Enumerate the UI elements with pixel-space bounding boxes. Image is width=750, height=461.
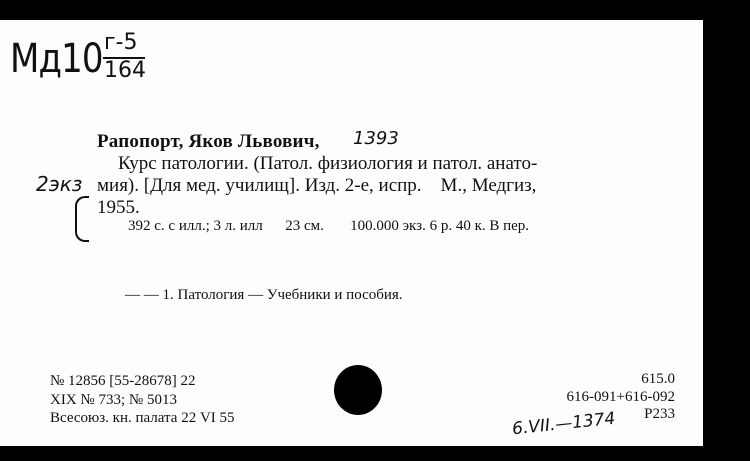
description-line-1: Курс патологии. (Патол. физиология и патол. анато- bbox=[118, 153, 538, 174]
classification-line-3: Р233 bbox=[644, 406, 675, 422]
registration-line-3: Всесоюз. кн. палата 22 VI 55 bbox=[50, 410, 235, 426]
registration-line-1: № 12856 [55-28678] 22 bbox=[50, 373, 196, 389]
shelfmark-main: Мд10 bbox=[10, 36, 103, 82]
description-line-3: 1955. bbox=[97, 197, 140, 218]
classification-line-2: 616-091+616-092 bbox=[566, 389, 675, 405]
subject-heading: — — 1. Патология — Учебники и пособия. bbox=[125, 287, 403, 303]
punch-hole bbox=[334, 365, 382, 415]
author-handwritten-note: 1393 bbox=[353, 128, 399, 149]
bottom-handwritten-note: 6.VII.—1374 bbox=[511, 408, 617, 440]
registration-line-2: XIX № 733; № 5013 bbox=[50, 392, 177, 408]
collation-line: 392 с. с илл.; 3 л. илл 23 см. 100.000 экз. 6 р. 40 к. В пер. bbox=[128, 218, 530, 234]
description-line-2: мия). [Для мед. училищ]. Изд. 2-е, испр. М., Медгиз, bbox=[97, 175, 537, 196]
catalog-card bbox=[0, 20, 703, 446]
scan-border bbox=[703, 0, 750, 461]
shelfmark-top: г-5 bbox=[104, 30, 138, 55]
margin-handwritten-note: 2экз bbox=[36, 172, 83, 196]
author-heading: Рапопорт, Яков Львович, bbox=[97, 131, 320, 152]
classification-line-1: 615.0 bbox=[641, 371, 675, 387]
shelfmark-bottom: 164 bbox=[104, 58, 146, 83]
margin-bracket bbox=[75, 196, 89, 242]
